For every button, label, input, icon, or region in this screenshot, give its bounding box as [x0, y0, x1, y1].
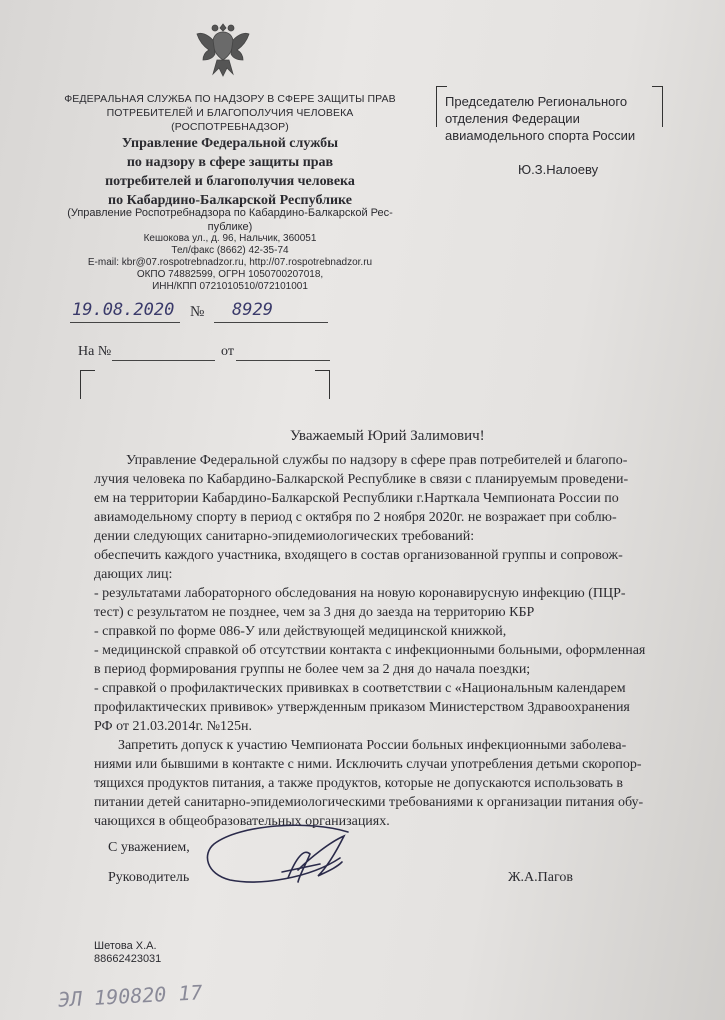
body-line: обеспечить каждого участника, входящего в состав организованной группы и сопровож- [94, 548, 623, 563]
sender-department [40, 134, 420, 210]
department-line: по надзору в сфере защиты прав [126, 155, 334, 170]
body-line: дающих лиц: [94, 567, 173, 582]
closing-regards: С уважением, [108, 840, 190, 855]
inn-kpp: ИНН/КПП 0721010510/072101001 [152, 281, 308, 292]
short-name-line: (Управление Роспотребнадзора по Кабардино-Балкарской Рес- [67, 207, 393, 219]
doc-date: 19.08.2020 [72, 300, 175, 320]
ref-date-line [236, 360, 330, 361]
body-line: лучия человека по Кабардино-Балкарской Республике в связи с планируемым проведени- [94, 472, 629, 487]
body-line: ем на территории Кабардино-Балкарской Республики г.Нарткала Чемпионата России по [94, 491, 619, 506]
body-line: авиамодельному спорту в период с октября по 2 ноября 2020г. не возражает при соблю- [94, 510, 617, 525]
closing-position: Руководитель [108, 870, 190, 885]
department-line: по Кабардино-Балкарской Республике [108, 193, 352, 208]
address: Кешокова ул., д. 96, Нальчик, 360051 [143, 233, 317, 244]
okpo-ogrn: ОКПО 74882599, ОГРН 1050700207018, [136, 269, 324, 280]
number-label: № [190, 304, 205, 320]
registration-mark: ЭЛ 190820 17 [57, 980, 204, 1012]
executor-name: Шетова Х.А. [94, 940, 157, 952]
recipient-line: Председателю Регионального [445, 94, 628, 109]
body-line: ниями или бывшими в контакте с ними. Исключить случаи употребления детьми скоропор- [94, 757, 642, 772]
department-line: Управление Федеральной службы [121, 136, 339, 151]
recipient-block [445, 93, 705, 144]
body-line: в период формирования группы не более чем за 2 дня до начала поездки; [94, 662, 531, 677]
body-line: Управление Федеральной службы по надзору в сфере прав потребителей и благопо- [126, 453, 628, 468]
body-line: дении следующих санитарно-эпидемиологических требований: [94, 529, 475, 544]
date-underline [70, 322, 180, 323]
body-line: чающихся в общеобразовательных организациях. [94, 814, 390, 829]
body-line: - результатами лабораторного обследования на новую коронавирусную инфекцию (ПЦР- [94, 586, 626, 601]
number-underline [214, 322, 328, 323]
ref-label: На № [78, 344, 112, 359]
sender-agency [40, 92, 420, 134]
body-line: - справкой по форме 086-У или действующей медицинской книжкой, [94, 624, 507, 639]
agency-line: ФЕДЕРАЛЬНАЯ СЛУЖБА ПО НАДЗОРУ В СФЕРЕ ЗАЩИТЫ ПРАВ [64, 93, 396, 105]
executor-phone: 88662423031 [94, 953, 162, 965]
body-line: Запретить допуск к участию Чемпионата России больных инфекционными заболева- [118, 738, 627, 753]
body-line: - медицинской справкой об отсутствии контакта с инфекционными больными, оформленная [94, 643, 646, 658]
executor-block [94, 940, 161, 966]
ref-from: от [221, 344, 234, 359]
coat-of-arms-icon [195, 18, 251, 80]
recipient-line: авиамодельного спорта России [445, 128, 636, 143]
signature-icon [200, 818, 360, 898]
body-line: РФ от 21.03.2014г. №125н. [94, 719, 253, 734]
short-name-line: публике) [207, 221, 253, 233]
body-line: - справкой о профилактических прививках в соответствии с «Национальным календарем [94, 681, 626, 696]
agency-abbr: (РОСПОТРЕБНАДЗОР) [171, 121, 289, 133]
closing-signer: Ж.А.Пагов [508, 870, 573, 885]
greeting: Уважаемый Юрий Залимович! [290, 428, 485, 444]
sender-short-name [40, 206, 420, 234]
body-line: профилактических прививок» утвержденным приказом Министерством Здравоохранения [94, 700, 630, 715]
agency-line: ПОТРЕБИТЕЛЕЙ И БЛАГОПОЛУЧИЯ ЧЕЛОВЕКА [106, 107, 354, 119]
email-web: E-mail: kbr@07.rospotrebnadzor.ru, http://07.rospotrebnadzor.ru [87, 257, 373, 268]
sender-contacts [40, 233, 420, 293]
ref-number-line [112, 360, 215, 361]
body-line: тест) с результатом не позднее, чем за 3 дня до заезда на территорию КБР [94, 605, 535, 620]
department-line: потребителей и благополучия человека [105, 174, 355, 189]
phone-fax: Тел/факс (8662) 42-35-74 [171, 245, 289, 256]
recipient-line: отделения Федерации [445, 111, 580, 126]
subject-bracket-left [80, 370, 95, 399]
recipient-name: Ю.З.Налоеву [518, 162, 599, 177]
doc-number: 8929 [232, 300, 273, 320]
body-line: питании детей санитарно-эпидемиологическими требованиями к организации питания обу- [94, 795, 644, 810]
subject-bracket-right [315, 370, 330, 399]
body-line: тящихся продуктов питания, а также продуктов, которые не допускаются использовать в [94, 776, 624, 791]
